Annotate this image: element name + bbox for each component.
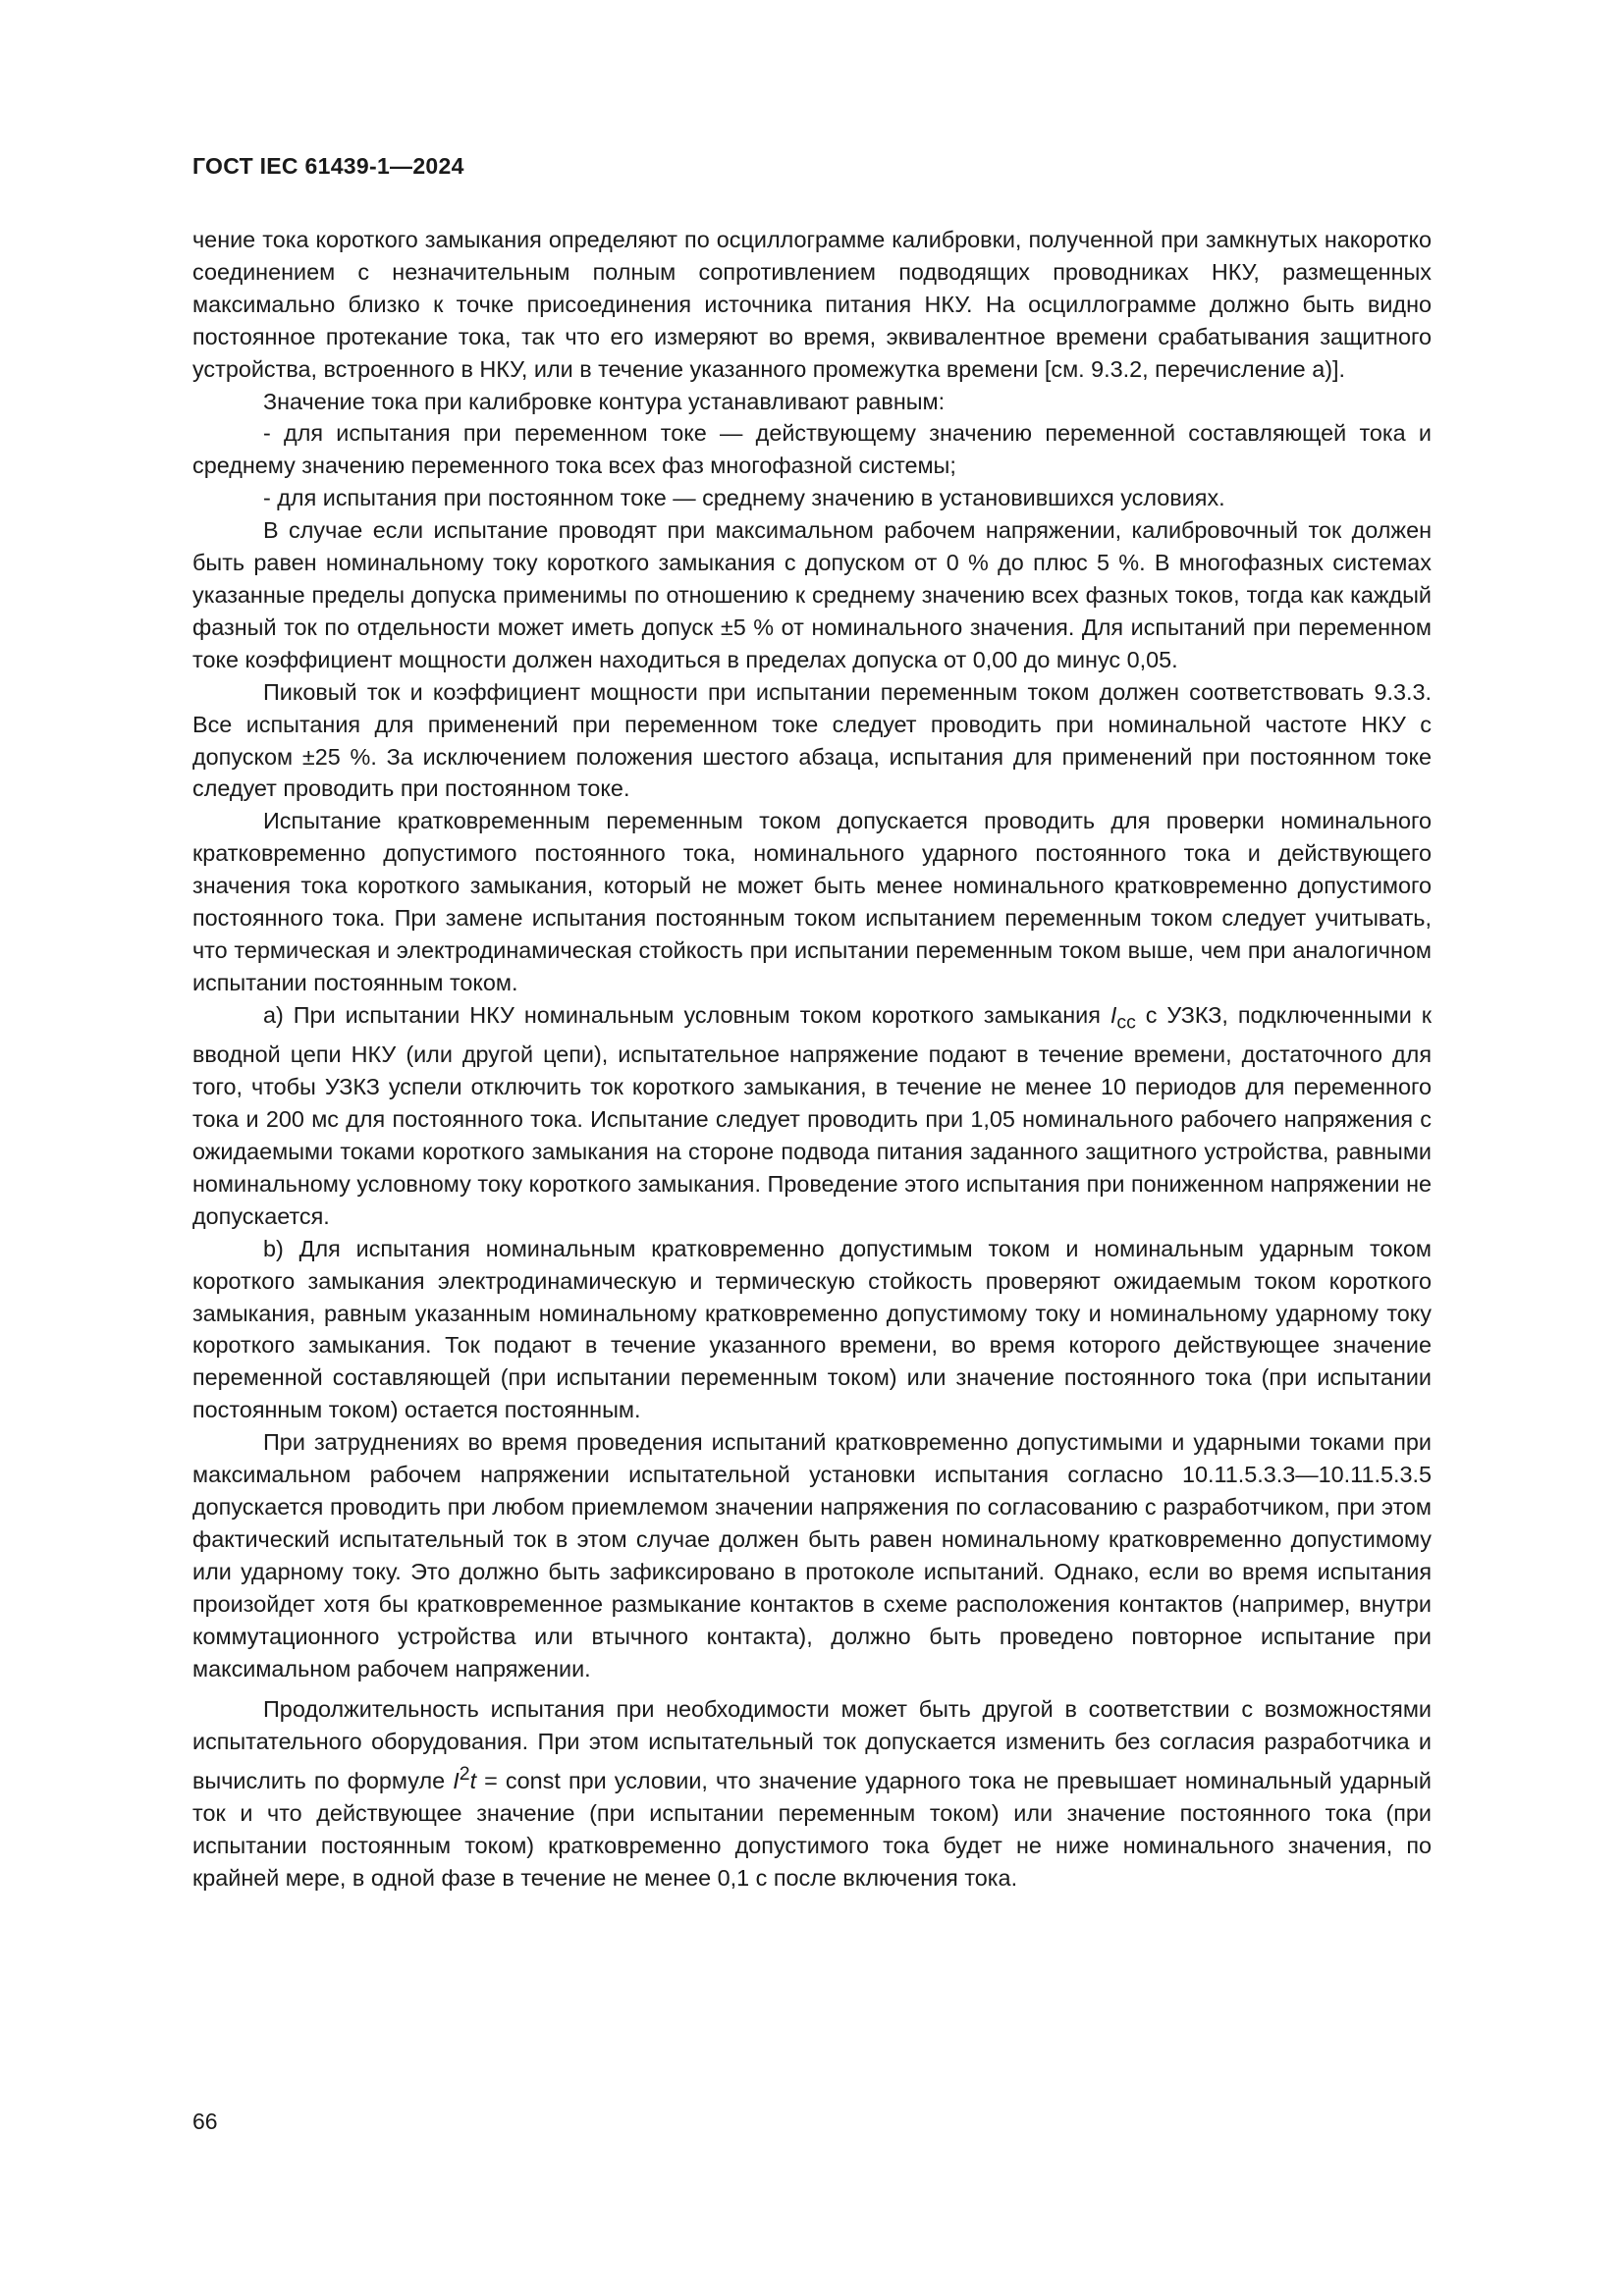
paragraph: чение тока короткого замыкания определяют по осциллограмме калибровки, полученной при замкнутых накоротко соединением с незначительным полным сопротивлением подводящих проводниках НКУ, размещенных максимально близко к точке присоединения источника питания НКУ. На осциллограмме должно быть видно постоянное протекание тока, так что его измеряют во время, эквивалентное времени срабатывания защитного устройства, встроенного в НКУ, или в течение указанного промежутка времени [см. 9.3.2, перечисление а)]. [192, 227, 1432, 382]
symbol-icc: I [1110, 1001, 1117, 1028]
document-header: ГОСТ IEC 61439-1—2024 [192, 153, 464, 179]
list-item: - для испытания при переменном токе — действующему значению переменной составляющей тока и среднему значению переменного тока всех фаз многофазной системы; [192, 420, 1432, 479]
paragraph: При затруднениях во время проведения испытаний кратковременно допустимыми и ударными токами при максимальном рабочем напряжении испытательной установки испытания согласно 10.11.5.3.3—10.11.5.3.5 допускается проводить при любом приемлемом значении напряжения по согласованию с разработчиком, при этом фактический испытательный ток в этом случае должен быть равен номинальному кратковременно допустимому или ударному току. Это должно быть зафиксировано в протоколе испытаний. Однако, если во время испытания произойдет хотя бы кратковременное размыкание контактов в схеме расположения контактов (например, внутри коммутационного устройства или втычного контакта), должно быть проведено повторное испытание при максимальном рабочем напряжении. [192, 1429, 1432, 1682]
paragraph [192, 1693, 1432, 1894]
symbol-i: I [453, 1768, 460, 1794]
paragraph: Испытание кратковременным переменным током допускается проводить для проверки номинального кратковременно допустимого постоянного тока, номинального ударного постоянного тока и действующего значения тока короткого замыкания, который не может быть менее номинального кратковременно допустимого постоянного тока. При замене испытания постоянным током испытанием переменным током следует учитывать, что термическая и электродинамическая стойкость при испытании переменным током выше, чем при аналогичном испытании постоянным током. [192, 808, 1432, 995]
paragraph: Значение тока при калибровке контура устанавливают равным: [263, 388, 946, 414]
subscript-cc: cc [1116, 1011, 1136, 1034]
paragraph: Пиковый ток и коэффициент мощности при испытании переменным током должен соответствовать 9.3.3. Все испытания для применений при переменном токе следует проводить при номинальной частоте НКУ с допуском ±25 %. За исключением положения шестого абзаца, испытания для применений при постоянном токе следует проводить при постоянном токе. [192, 678, 1432, 802]
paragraph: В случае если испытание проводят при максимальном рабочем напряжении, калибровочный ток должен быть равен номинальному току короткого замыкания с допуском от 0 % до плюс 5 %. В многофазных системах указанные пределы допуска применимы по отношению к среднему значению всех фазных токов, тогда как каждый фазный ток по отдельности может иметь допуск ±5 % от номинального значения. Для испытаний при переменном токе коэффициент мощности должен находиться в пределах допуска от 0,00 до минус 0,05. [192, 517, 1432, 672]
text-run: a) При испытании НКУ номинальным условным током короткого замыкания [263, 1001, 1110, 1028]
symbol-t: t [469, 1768, 477, 1794]
superscript-2: 2 [459, 1763, 470, 1786]
text-run: с УЗКЗ, подключенными к вводной цепи НКУ (или другой цепи), испытательное напряжение подают в течение времени, достаточного для того, чтобы УЗКЗ успели отключить ток короткого замыкания, в течение не менее 10 периодов для переменного тока и 200 мс для постоянного тока. Испытание следует проводить при 1,05 номинального рабочего напряжения с ожидаемыми токами короткого замыкания на стороне подвода питания заданного защитного устройства, равными номинальному условному току короткого замыкания. Проведение этого испытания при пониженном напряжении не допускается. [192, 1001, 1432, 1229]
text-run: Продолжительность испытания при необходимости может быть другой в соответствии с возможностями испытательного оборудования. При этом испытательный ток допускается изменить без согласия разработчика и вычислить по формуле [192, 1696, 1432, 1794]
list-item: - для испытания при постоянном токе — среднему значению в установившихся условиях. [263, 485, 1225, 511]
page-number: 66 [192, 2109, 218, 2134]
body-text [192, 224, 1432, 1895]
list-item-b: b) Для испытания номинальным кратковременно допустимым током и номинальным ударным током короткого замыкания электродинамическую и термическую стойкость проверяют ожидаемым током короткого замыкания, равным указанным номинальному кратковременно допустимому току и номинальному ударному току короткого замыкания. Ток подают в течение указанного времени, во время которого действующее значение переменной составляющей (при испытании переменным током) или значение постоянного тока (при испытании постоянным током) остается постоянным. [192, 1235, 1432, 1423]
list-item-a [192, 999, 1432, 1233]
text-run: = const при условии, что значение ударного тока не превышает номинальный ударный ток и что действующее значение (при испытании переменным током) или значение постоянного тока (при испытании постоянным током) кратковременно допустимого тока будет не ниже номинального значения, по крайней мере, в одной фазе в течение не менее 0,1 с после включения тока. [192, 1768, 1432, 1891]
